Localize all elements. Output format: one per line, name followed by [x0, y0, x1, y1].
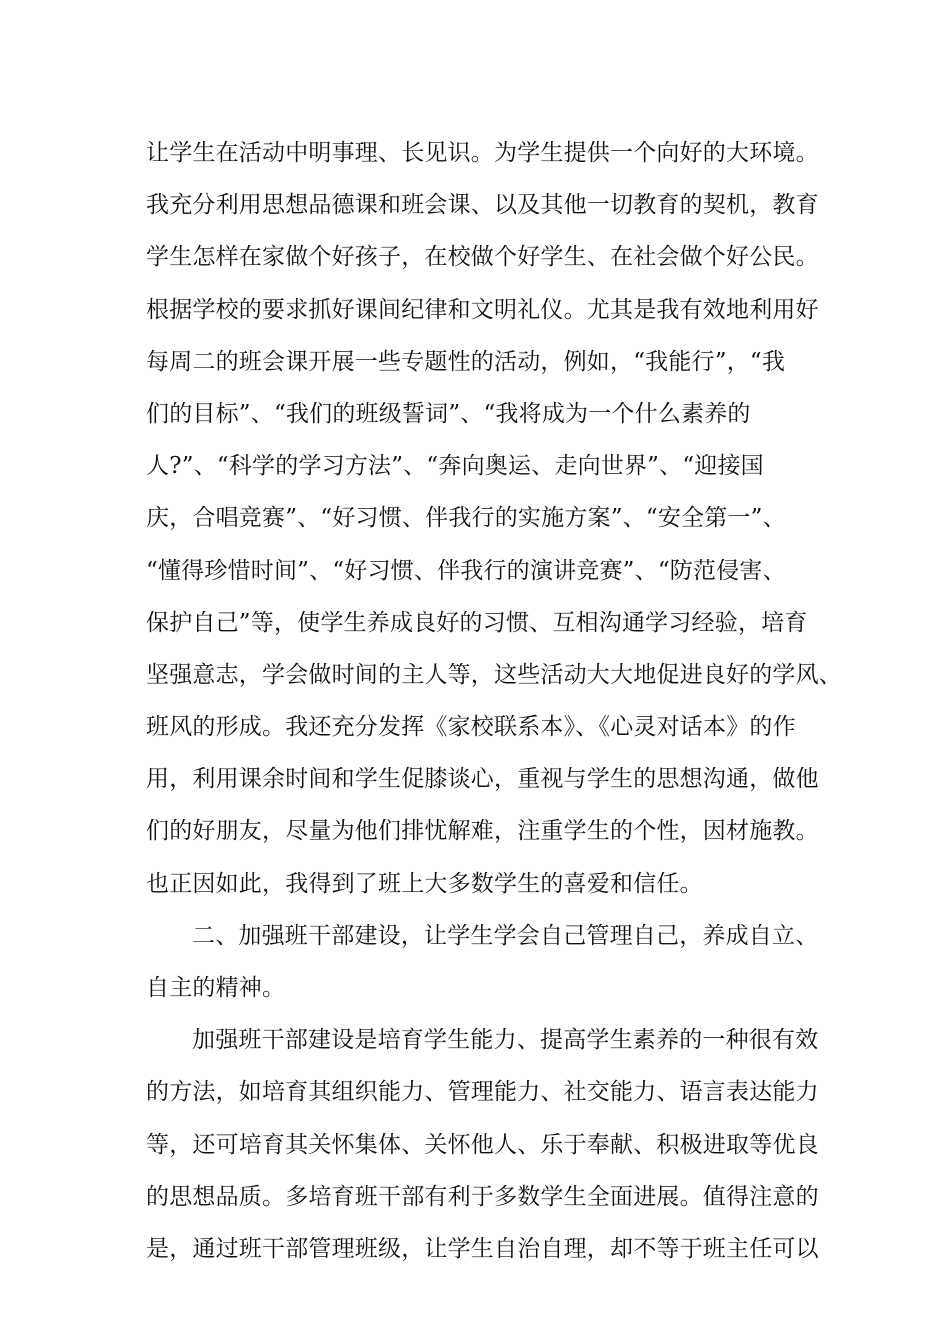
text-line: 庆，合唱竞赛”、“好习惯、伴我行的实施方案”、“安全第一”、	[146, 505, 786, 532]
text-line: 人?”、“科学的学习方法”、“奔向奥运、走向世界”、“迎接国	[146, 453, 764, 480]
text-line: 学生怎样在家做个好孩子，在校做个好学生、在社会做个好公民。	[146, 244, 819, 271]
text-line: 的思想品质。多培育班干部有利于多数学生全面进展。值得注意的	[146, 1183, 819, 1210]
section-heading-line: 二、加强班干部建设，让学生学会自己管理自己，养成自立、	[192, 922, 819, 949]
section-heading-line: 自主的精神。	[146, 975, 286, 1001]
text-line: 让学生在活动中明事理、长见识。为学生提供一个向好的大环境。	[146, 140, 819, 166]
text-line: 也正因如此，我得到了班上大多数学生的喜爱和信任。	[146, 870, 703, 897]
text-line: 等，还可培育其关怀集体、关怀他人、乐于奉献、积极进取等优良	[146, 1131, 819, 1158]
text-line: 们的好朋友，尽量为他们排忧解难，注重学生的个性，因材施教。	[146, 818, 819, 845]
text-line: 保护自己”等，使学生养成良好的习惯、互相沟通学习经验，培育	[146, 609, 808, 636]
text-line: 是，通过班干部管理班级，让学生自治自理，却不等于班主任可以	[146, 1235, 819, 1262]
text-line: 班风的形成。我还充分发挥《家校联系本》、《心灵对话本》的作	[146, 714, 796, 741]
text-line: 坚强意志，学会做时间的主人等，这些活动大大地促进良好的学风、	[146, 661, 842, 688]
text-line: 用，利用课余时间和学生促膝谈心，重视与学生的思想沟通，做他	[146, 766, 819, 793]
text-line: 的方法，如培育其组织能力、管理能力、社交能力、语言表达能力	[146, 1079, 819, 1106]
text-line: 根据学校的要求抓好课间纪律和文明礼仪。尤其是我有效地利用好	[146, 296, 819, 323]
text-line: 们的目标”、“我们的班级誓词”、“我将成为一个什么素养的	[146, 400, 751, 427]
text-line: 每周二的班会课开展一些专题性的活动，例如，“我能行”，“我	[146, 348, 786, 375]
text-line: 我充分利用思想品德课和班会课、以及其他一切教育的契机，教育	[146, 192, 819, 219]
document-body	[146, 127, 842, 1275]
text-line: “懂得珍惜时间”、“好习惯、伴我行的演讲竞赛”、“防范侵害、	[146, 557, 786, 584]
paragraph-start-line: 加强班干部建设是培育学生能力、提高学生素养的一种很有效	[192, 1027, 819, 1054]
